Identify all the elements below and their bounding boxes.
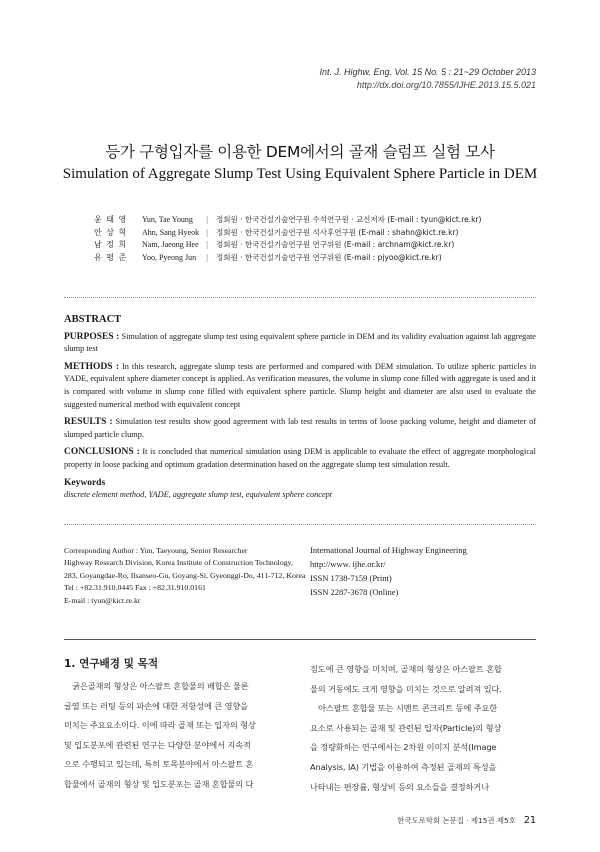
- divider-solid: [64, 639, 536, 640]
- methods-label: METHODS :: [64, 361, 120, 372]
- body-text: [310, 660, 536, 797]
- text-line: 합물에서 골재의 형상 및 입도분포는 골재 혼합물의 다: [64, 778, 254, 789]
- author-row: [94, 227, 481, 240]
- journal-info: [310, 543, 536, 599]
- divider-dotted: [64, 297, 536, 298]
- conclusions-text: It is concluded that numerical simulation using DEM is applicable to evaluate the effect of aggregate morphological property in loose packing and optimum gradation determination based on the aggregate slump test simulation result.: [64, 447, 536, 469]
- methods-text: In this research, aggregate slump tests are performed and compared with DEM simulation. To utilize spheric particles in YADE, equivalent sphere diameter concept is applied. As verification measures, the volume in slump cone filled with aggregate is used and it is compared with volume in slump cone filled with equivalent sphere particle. Slump height and diameter are also used to evaluate the suggested numerical method with equivalent concept: [64, 361, 536, 409]
- doi-link[interactable]: http://dx.doi.org/10.7855/IJHE.2013.15.5.021: [356, 80, 536, 90]
- author-name-english: Yoo, Pyeong Jun: [142, 252, 197, 262]
- author-name-korean: 남 정 희: [94, 240, 128, 250]
- corresponding-line: 283, Goyangdae-Ro, Ilsanseo-Gu, Goyang-Si, Gyeonggi-Do, 411-712, Korea: [64, 570, 306, 580]
- corresponding-author: [64, 545, 306, 607]
- author-list: [94, 214, 481, 264]
- keywords-text: discrete element method, YADE, aggregate slump test, equivalent sphere concept: [64, 490, 333, 500]
- title-english: Simulation of Aggregate Slump Test Using Equivalent Sphere Particle in DEM: [62, 166, 538, 182]
- abstract-section: [64, 314, 536, 502]
- body-column-left: [64, 656, 290, 795]
- abstract-results: [64, 416, 536, 441]
- journal-name: International Journal of Highway Engineering: [310, 545, 467, 555]
- abstract-heading: ABSTRACT: [64, 314, 122, 325]
- abstract-methods: [64, 361, 536, 411]
- text-line: 나타내는 편장률, 형상비 등의 요소들을 결정하거나: [310, 781, 490, 792]
- text-line: 및 입도분포에 관련된 연구는 다양한 분야에서 지속적: [64, 739, 251, 750]
- author-name-korean: 유 평 준: [94, 252, 128, 262]
- body-text: [64, 677, 290, 795]
- text-line: 미치는 주요요소이다. 이에 따라 골재 또는 입자의 형상: [64, 720, 256, 731]
- journal-header: [319, 66, 536, 92]
- results-text: Simulation test results show good agreement with lab test results in terms of loose packing volume, height and diameter of slumped particle clump.: [64, 417, 536, 439]
- author-affiliation: 정회원 · 한국건설기술연구원 수석연구원 · 교신저자 (E-mail : tyun@kict.re.kr): [216, 215, 482, 224]
- author-name-english: Yun, Tae Young: [142, 215, 193, 224]
- author-name-korean: 안 상 혁: [94, 227, 128, 237]
- corresponding-line: Highway Research Division, Korea Institute of Construction Technology,: [64, 558, 293, 568]
- text-line: Analysis, IA) 기법을 이용하여 측정된 골재의 특성을: [310, 761, 497, 772]
- author-row: [94, 239, 481, 252]
- purposes-label: PURPOSES :: [64, 331, 120, 342]
- divider-dotted: [64, 524, 536, 525]
- author-row: [94, 214, 481, 227]
- abstract-conclusions: [64, 446, 536, 471]
- author-name-english: Ahn, Sang Hyeok: [142, 227, 200, 237]
- author-separator: |: [206, 252, 208, 262]
- text-line: 굵은골재의 형상은 아스팔트 혼합물의 배합은 물론: [64, 681, 249, 691]
- text-line: 을 정량화하는 연구에서는 2차원 이미지 분석(Image: [310, 742, 497, 753]
- text-line: 굴열 또는 러팅 등의 파손에 대한 저항성에 큰 영향을: [64, 700, 249, 711]
- footer-journal: 한국도로학회 논문집 · 제15권 제5호: [397, 816, 516, 825]
- text-line: 으로 수행되고 있는데, 특히 토목분야에서 아스팔트 혼: [64, 759, 254, 770]
- issn-print: ISSN 1738-7159 (Print): [310, 573, 392, 583]
- page-footer: [397, 815, 536, 826]
- issn-online: ISSN 2287-3678 (Online): [310, 587, 399, 597]
- author-name-korean: 윤 태 영: [94, 215, 128, 224]
- author-affiliation: 정회원 · 한국건설기술연구원 연구위원 (E-mail : pjyoo@kict.re.kr): [216, 252, 442, 262]
- author-row: [94, 252, 481, 265]
- conclusions-label: CONCLUSIONS :: [64, 447, 140, 458]
- abstract-purposes: [64, 331, 536, 356]
- author-name-english: Nam, Jaeong Hee: [142, 240, 199, 250]
- body-column-right: [310, 660, 536, 797]
- corresponding-line: Corresponding Author : Yun, Taeyoung, Senior Researcher: [64, 546, 248, 555]
- journal-citation: Int. J. Highw. Eng. Vol. 15 No. 5 : 21~29 October 2013: [319, 67, 536, 77]
- keywords-heading: Keywords: [64, 477, 106, 488]
- purposes-text: Simulation of aggregate slump test using equivalent sphere particle in DEM and its validity evaluation against lab aggregate slump test: [64, 331, 536, 354]
- author-separator: |: [206, 240, 208, 250]
- author-affiliation: 정회원 · 한국건설기술연구원 연구위원 (E-mail : archnam@kict.re.kr): [216, 240, 455, 250]
- corresponding-line: Tel : +82.31.910.0445 Fax : +82.31.910.0161: [64, 583, 206, 593]
- corresponding-email[interactable]: E-mail : tyun@kict.re.kr: [64, 595, 141, 605]
- results-label: RESULTS :: [64, 417, 113, 428]
- section-heading: 1. 연구배경 및 목적: [64, 658, 159, 670]
- text-line: 요소로 사용되는 골재 및 관련된 입자(Particle)의 형상: [310, 722, 502, 733]
- author-affiliation: 정회원 · 한국건설기술연구원 석사후연구원 (E-mail : shahn@kict.re.kr): [216, 227, 459, 237]
- title-korean: 등가 구형입자를 이용한 DEM에서의 골재 슬럼프 실험 모사: [105, 143, 495, 161]
- text-line: 아스팔트 혼합물 또는 시멘트 콘크리트 등에 주요한: [310, 703, 498, 714]
- journal-url[interactable]: http://www. ijhe.or.kr/: [310, 559, 386, 569]
- author-separator: |: [206, 215, 208, 224]
- text-line: 물의 거동에도 크게 영향을 미치는 것으로 알려져 있다.: [310, 683, 502, 694]
- text-line: 짐도에 큰 영향을 미치며, 골재의 형상은 아스팔트 혼합: [310, 664, 502, 674]
- page-number: 21: [523, 815, 536, 826]
- author-separator: |: [206, 227, 208, 237]
